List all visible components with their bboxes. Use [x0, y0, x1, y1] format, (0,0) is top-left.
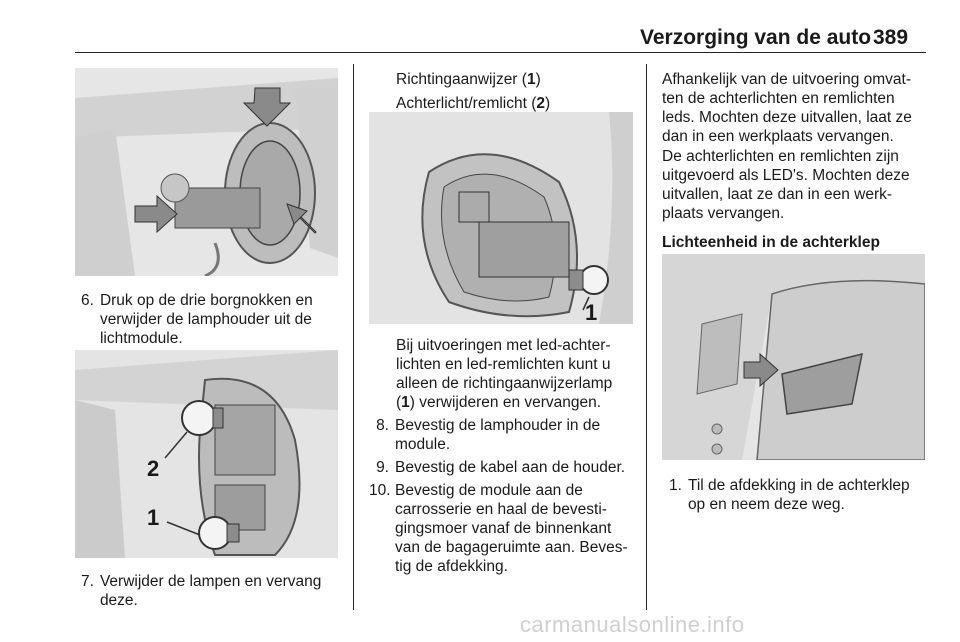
led-note-number: 1 [401, 394, 410, 411]
led-note-text-1: Bij uitvoeringen met led-achter-lichten en led-remlichten kunt u alleen de richtingaanwijzerlamp ( [396, 337, 613, 411]
column-divider-left [353, 64, 354, 610]
step-8-number: 8. [376, 417, 389, 434]
step-9-text: Bevestig de kabel aan de houder. [395, 459, 626, 476]
step-8-text: Bevestig de lamphouder in de module. [395, 417, 601, 453]
legend-2-close: ) [545, 95, 551, 112]
figure-tailgate-cover [662, 254, 925, 460]
step-1 [669, 476, 926, 514]
legend-1-number: 1 [526, 71, 536, 88]
step-9-number: 9. [376, 459, 389, 476]
legend-2-text: Achterlicht/remlicht ( [396, 95, 537, 112]
header-rule [75, 52, 926, 53]
step-7-text: Verwijder de lampen en vervang deze. [99, 573, 322, 609]
column-divider-right [646, 64, 647, 610]
step-10-text: Bevestig de module aan de carrosserie en haal de bevesti-gingsmoer vanaf de binnenkant van de bagageruimte aan. Beves-tig de afdekking. [395, 482, 628, 575]
figure-label-2: 2 [147, 456, 160, 481]
legend-1-close: ) [535, 71, 541, 88]
step-8 [369, 416, 639, 454]
figure-led-module [369, 112, 633, 324]
step-7 [81, 572, 343, 610]
step-6-number: 6. [81, 292, 94, 309]
figure-lamp-bulbs [75, 350, 338, 558]
figure-lamp-holder-clips [75, 68, 338, 276]
bulb-legend-2 [396, 94, 636, 113]
figure-label-1: 1 [147, 505, 160, 530]
step-6 [81, 291, 343, 348]
figure-label-1-led: 1 [585, 300, 598, 324]
led-note [396, 336, 634, 412]
step-10 [369, 481, 639, 576]
step-1-number: 1. [669, 477, 682, 494]
legend-2-number: 2 [536, 95, 546, 112]
steps-8-10 [369, 416, 639, 576]
paragraph-led-info: Afhankelijk van de uitvoering omvat-ten de achterlichten en remlichten leds. Mochten deze uitvallen, laat ze dan in een werkplaats vervangen. [662, 71, 912, 145]
step-1-text: Til de afdekking in de achterklep op en neem deze weg. [687, 477, 910, 513]
step-10-number: 10. [369, 482, 391, 499]
watermark: carmanualsonline.info [520, 612, 745, 637]
paragraph-led-replacement: De achterlichten en remlichten zijn uitgevoerd als LED's. Mochten deze uitvallen, laat ze dan in een werk-plaats vervangen. [662, 148, 910, 222]
bulb-legend-1 [396, 70, 636, 89]
page-number: 389 [873, 26, 909, 49]
step-9 [369, 458, 639, 477]
step-7-number: 7. [81, 573, 94, 590]
led-note-text-2: ) verwijderen en vervangen. [409, 394, 602, 411]
step-6-text: Druk op de drie borgnokken en verwijder de lamphouder uit de lichtmodule. [99, 292, 313, 347]
legend-1-text: Richtingaanwijzer ( [396, 71, 527, 88]
page-title: Verzorging van de auto [640, 26, 872, 49]
section-heading: Lichteenheid in de achterklep [662, 234, 880, 251]
